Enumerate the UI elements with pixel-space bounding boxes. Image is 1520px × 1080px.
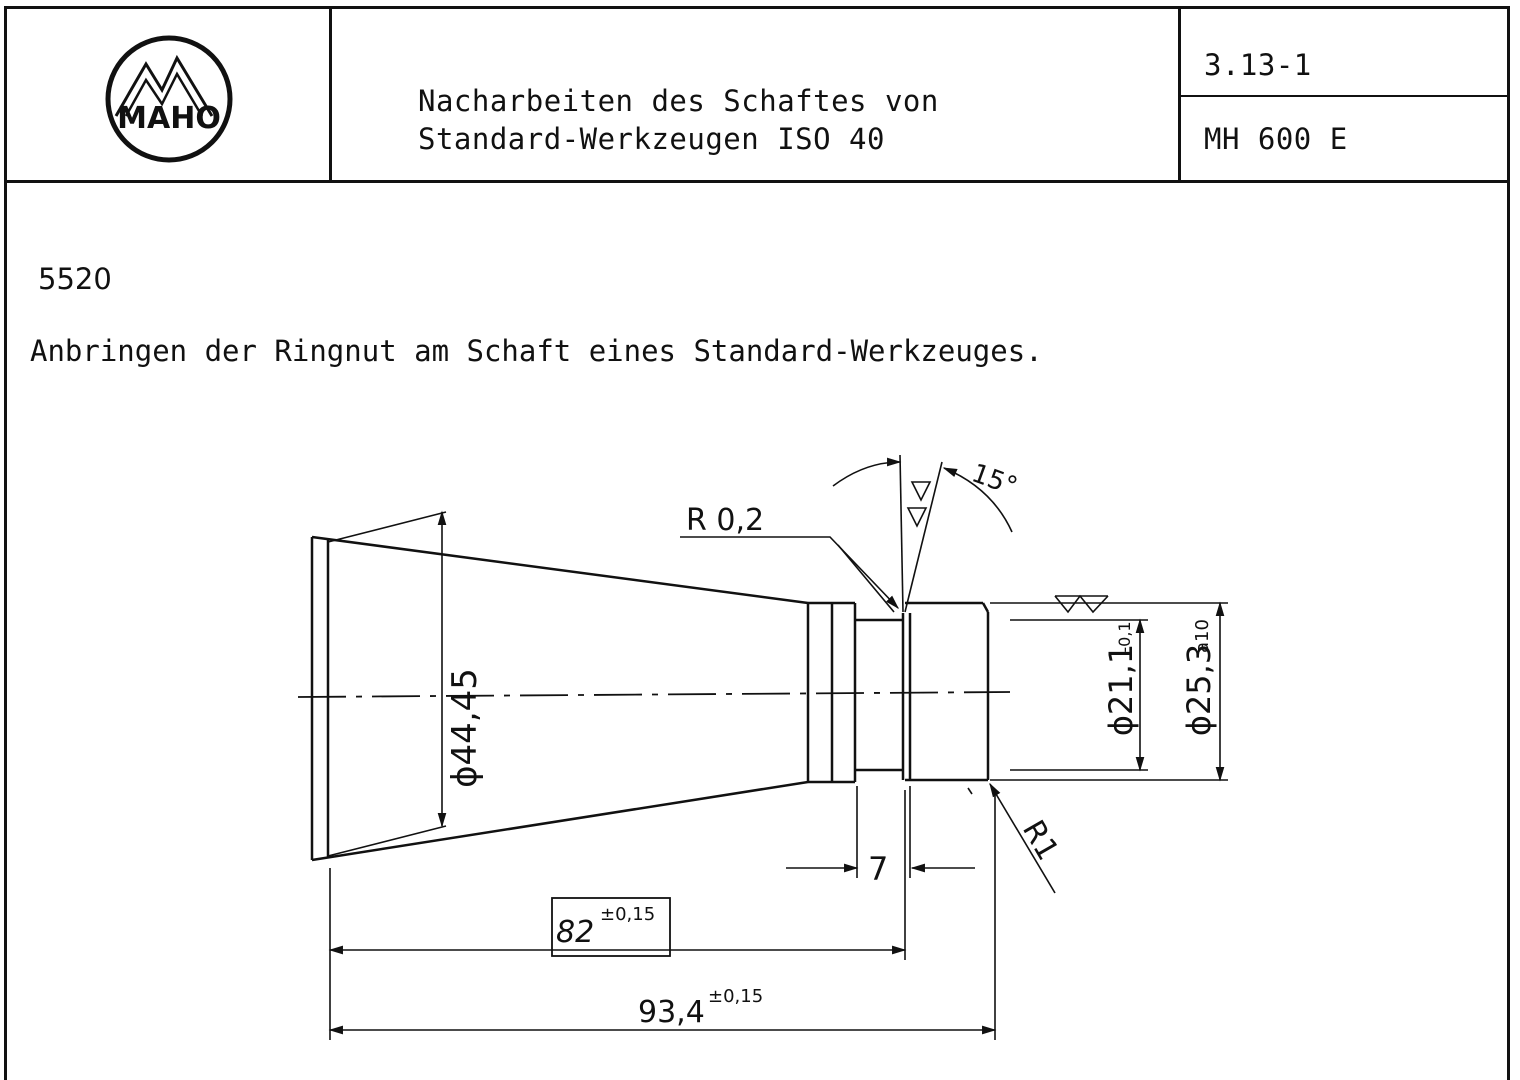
machine-type: MH 600 E bbox=[1204, 122, 1348, 156]
title-line-2: Standard-Werkzeugen ISO 40 bbox=[418, 122, 885, 156]
dim-d21-tolerance: -0,1 bbox=[1115, 621, 1134, 653]
dim-d44-label: ϕ44,45 bbox=[445, 668, 485, 788]
dim-93-label: 93,4 bbox=[638, 995, 705, 1030]
title-line-1: Nacharbeiten des Schaftes von bbox=[418, 84, 939, 118]
sheet-number: 3.13-1 bbox=[1204, 48, 1312, 82]
dim-d25-tolerance: a10 bbox=[1192, 619, 1213, 653]
logo-text: MAHO bbox=[117, 101, 221, 136]
dim-r1-label: R1 bbox=[1015, 814, 1066, 867]
dim-angle-label: 15° bbox=[967, 458, 1022, 503]
dim-d21-label: ϕ21,1 bbox=[1102, 643, 1140, 737]
angle-arc-15 bbox=[833, 462, 900, 486]
dim-82-label: 82 bbox=[556, 915, 595, 950]
taper-bottom-edge bbox=[312, 782, 808, 860]
dim-r02-label: R 0,2 bbox=[686, 503, 765, 538]
operation-number: 5520 bbox=[38, 262, 112, 296]
operation-description: Anbringen der Ringnut am Schaft eines Standard-Werkzeuges. bbox=[30, 334, 1043, 368]
surface-finish-symbol bbox=[1055, 596, 1108, 612]
shaft-chamfer bbox=[983, 603, 988, 612]
dim-7-label: 7 bbox=[868, 850, 889, 888]
dim-93-tolerance: ±0,15 bbox=[708, 986, 764, 1007]
dim-d25-label: ϕ25,3 bbox=[1180, 643, 1218, 737]
leader-r02 bbox=[680, 537, 898, 608]
dim-82-tolerance: ±0,15 bbox=[600, 904, 656, 925]
taper-top-edge bbox=[312, 537, 808, 603]
